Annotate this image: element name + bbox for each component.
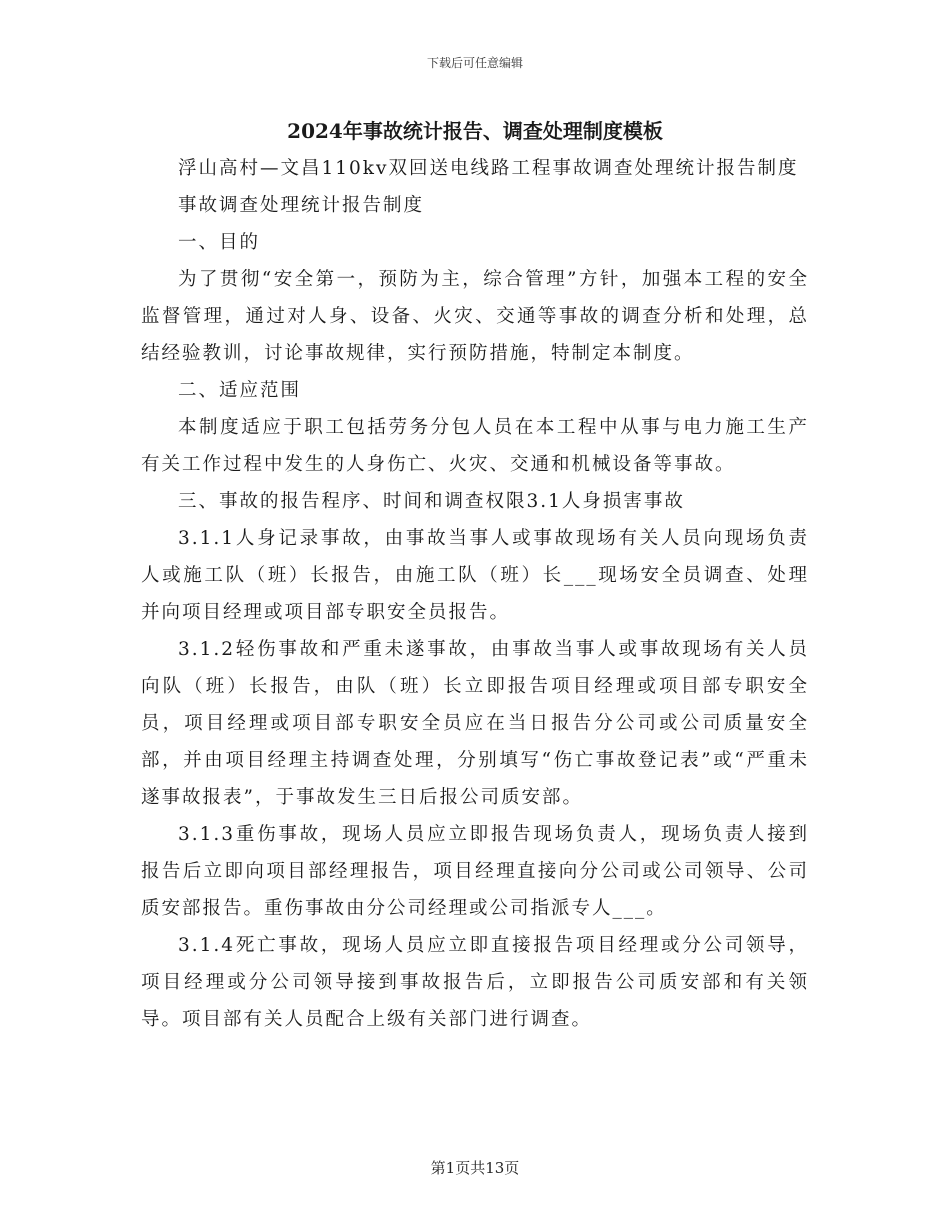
page-header-note: 下载后可任意编辑 (426, 56, 523, 70)
paragraph-3-1-2: 3.1.2轻伤事故和严重未遂事故，由事故当事人或事故现场有关人员向队（班）长报告，由队（班）长立即报告项目经理或项目部专职安全员，项目经理或项目部专职安全员应在当日报告分公司或公司质量安全部，并由项目经理主持调查处理，分别填写“伤亡事故登记表”或“严重未遂事故报表”，于事故发生三日后报公司质安部。 (141, 639, 809, 808)
heading-procedure: 三、事故的报告程序、时间和调查权限3.1人身损害事故 (178, 491, 685, 512)
paragraph-3-1-1: 3.1.1人身记录事故，由事故当事人或事故现场有关人员向现场负责人或施工队（班）长报告，由施工队（班）长___现场安全员调查、处理并向项目经理或项目部专职安全员报告。 (141, 528, 809, 623)
heading-purpose: 一、目的 (178, 232, 261, 253)
heading-scope: 二、适应范围 (178, 380, 302, 401)
document-title: 2024年事故统计报告、调查处理制度模板 (287, 119, 663, 143)
paragraph-project-title: 浮山高村—文昌110kv双回送电线路工程事故调查处理统计报告制度 (178, 158, 799, 179)
paragraph-scope: 本制度适应于职工包括劳务分包人员在本工程中从事与电力施工生产有关工作过程中发生的人身伤亡、火灾、交通和机械设备等事故。 (141, 417, 809, 475)
paragraph-3-1-4: 3.1.4死亡事故，现场人员应立即直接报告项目经理或分公司领导，项目经理或分公司领导接到事故报告后，立即报告公司质安部和有关领导。项目部有关人员配合上级有关部门进行调查。 (141, 935, 809, 1030)
paragraph-purpose: 为了贯彻“安全第一，预防为主，综合管理”方针，加强本工程的安全监督管理，通过对人身、设备、火灾、交通等事故的调查分析和处理，总结经验教训，讨论事故规律，实行预防措施，特制定本制度。 (141, 269, 809, 364)
paragraph-3-1-3: 3.1.3重伤事故，现场人员应立即报告现场负责人，现场负责人接到报告后立即向项目部经理报告，项目经理直接向分公司或公司领导、公司质安部报告。重伤事故由分公司经理或公司指派专人___。 (141, 824, 809, 919)
document-body (141, 150, 809, 1038)
paragraph-section-name: 事故调查处理统计报告制度 (178, 195, 425, 216)
page-number: 第1页共13页 (430, 1159, 520, 1177)
